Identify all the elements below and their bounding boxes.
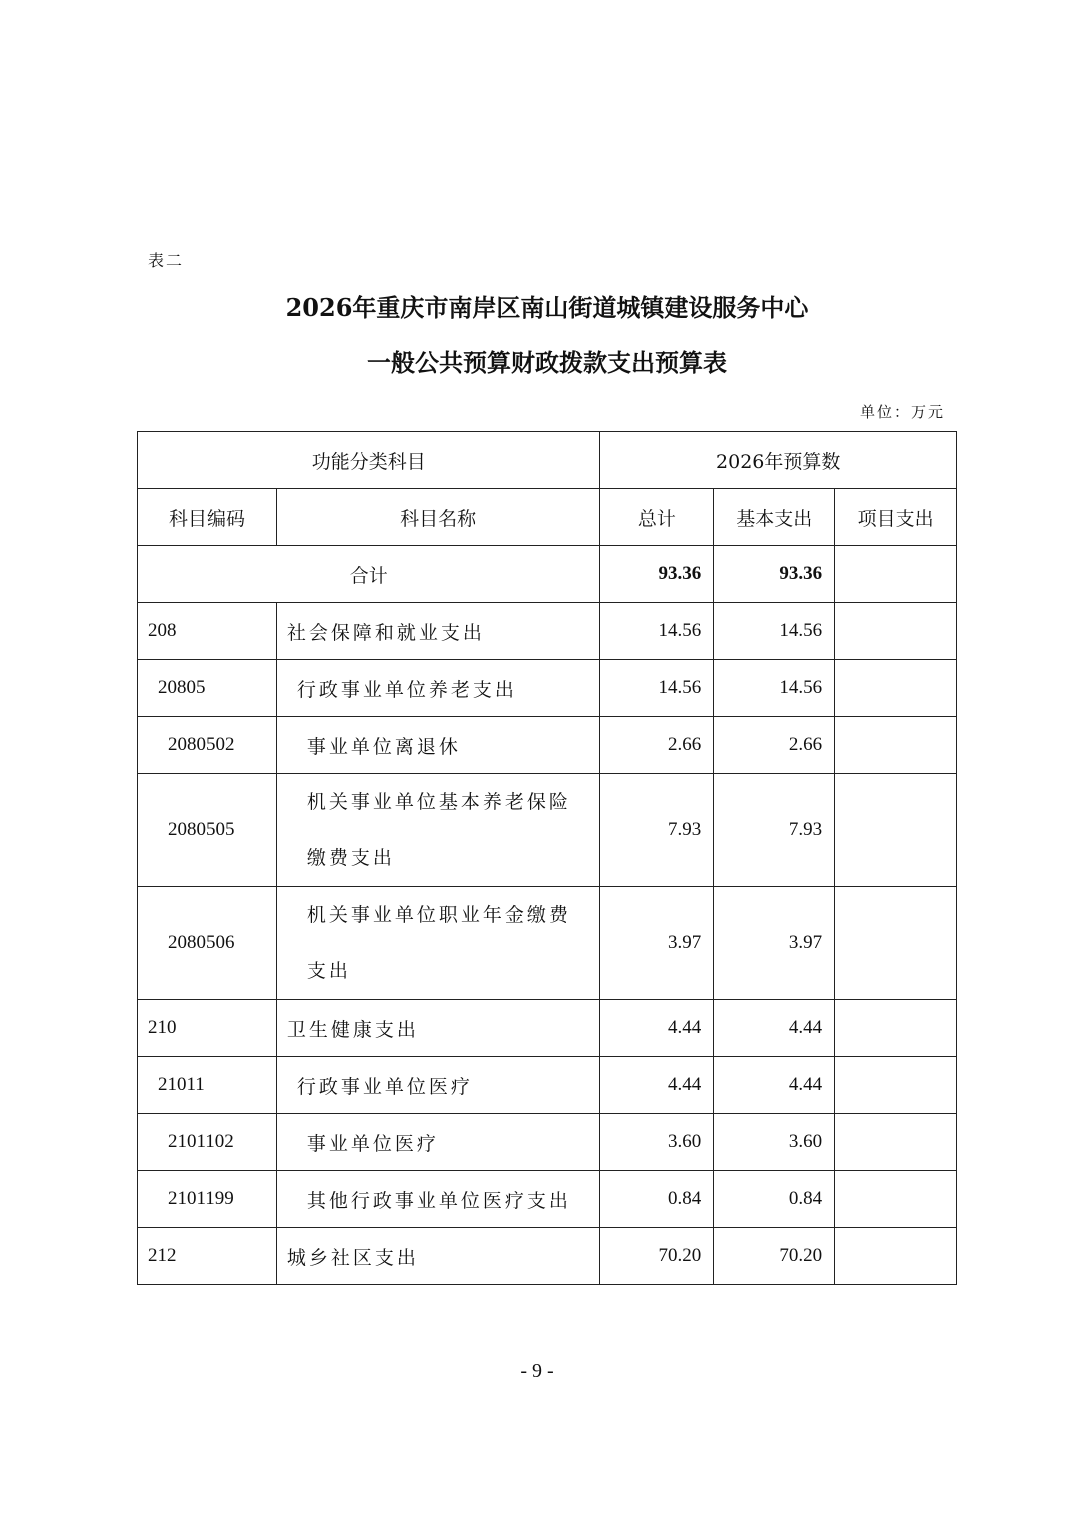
row-total: 14.56 [600,660,714,717]
header-project: 项目支出 [835,489,957,546]
sum-project [835,546,957,603]
row-project [835,1114,957,1171]
row-total: 70.20 [600,1228,714,1285]
row-basic: 70.20 [714,1228,835,1285]
row-total: 3.60 [600,1114,714,1171]
row-project [835,603,957,660]
row-name: 事业单位医疗 [276,1114,600,1171]
header-category: 功能分类科目 [138,432,600,489]
row-total: 3.97 [600,887,714,1000]
row-basic: 0.84 [714,1171,835,1228]
sum-label: 合计 [138,546,600,603]
row-basic: 14.56 [714,660,835,717]
row-basic: 14.56 [714,603,835,660]
table-row [138,887,957,1000]
row-code: 20805 [138,660,277,717]
table-row [138,1000,957,1057]
row-project [835,887,957,1000]
row-total: 0.84 [600,1171,714,1228]
table-row [138,1114,957,1171]
row-project [835,1228,957,1285]
table-row [138,603,957,660]
row-project [835,1057,957,1114]
row-project [835,660,957,717]
document-title-line1: 2026年重庆市南岸区南山街道城镇建设服务中心 [285,293,809,322]
table-row [138,1057,957,1114]
row-code: 208 [138,603,277,660]
row-total: 4.44 [600,1057,714,1114]
row-total: 4.44 [600,1000,714,1057]
page-number: - 9 - [520,1360,554,1382]
row-name: 行政事业单位养老支出 [276,660,600,717]
row-total: 2.66 [600,717,714,774]
row-name: 社会保障和就业支出 [276,603,600,660]
header-total: 总计 [600,489,714,546]
table-row [138,774,957,887]
header-basic: 基本支出 [714,489,835,546]
row-code: 21011 [138,1057,277,1114]
row-total: 14.56 [600,603,714,660]
table-label: 表二 [148,251,185,270]
row-basic: 7.93 [714,774,835,887]
row-name: 城乡社区支出 [276,1228,600,1285]
row-name: 其他行政事业单位医疗支出 [276,1171,600,1228]
row-project [835,774,957,887]
row-name: 事业单位离退休 [276,717,600,774]
header-code: 科目编码 [138,489,277,546]
row-basic: 4.44 [714,1057,835,1114]
row-code: 210 [138,1000,277,1057]
row-basic: 4.44 [714,1000,835,1057]
row-project [835,717,957,774]
row-basic: 3.60 [714,1114,835,1171]
unit-label: 单位：万元 [859,403,945,421]
row-basic: 2.66 [714,717,835,774]
row-code: 212 [138,1228,277,1285]
row-basic: 3.97 [714,887,835,1000]
row-code: 2101102 [138,1114,277,1171]
table-row [138,717,957,774]
row-code: 2080506 [138,887,277,1000]
row-total: 7.93 [600,774,714,887]
document-title-line2: 一般公共预算财政拨款支出预算表 [367,348,727,377]
row-project [835,1171,957,1228]
sum-basic: 93.36 [714,546,835,603]
row-code: 2080502 [138,717,277,774]
row-name: 机关事业单位基本养老保险缴费支出 [276,774,600,887]
header-budget: 2026年预算数 [600,432,957,489]
table-row [138,660,957,717]
header-name: 科目名称 [276,489,600,546]
row-code: 2080505 [138,774,277,887]
row-code: 2101199 [138,1171,277,1228]
row-name: 机关事业单位职业年金缴费支出 [276,887,600,1000]
row-project [835,1000,957,1057]
sum-total: 93.36 [600,546,714,603]
row-name: 行政事业单位医疗 [276,1057,600,1114]
row-name: 卫生健康支出 [276,1000,600,1057]
budget-table [137,431,957,1285]
table-row [138,1171,957,1228]
table-row [138,1228,957,1285]
